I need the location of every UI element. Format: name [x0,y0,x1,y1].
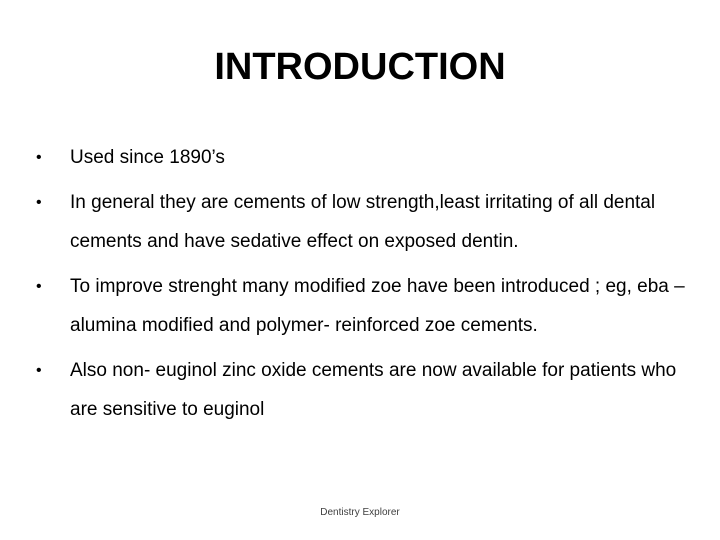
bullet-item [36,267,696,345]
bullet-item [36,138,696,177]
slide-title: INTRODUCTION [214,46,506,88]
bullet-icon: • [36,362,42,379]
bullet-icon: • [36,149,42,166]
bullet-icon: • [36,278,42,295]
bullet-text: In general they are cements of low strength,least irritating of all dental cements and have sedative effect on exposed dentin. [70,192,656,252]
footer-text: Dentistry Explorer [320,507,400,518]
bullet-item [36,183,696,261]
bullet-item [36,351,696,429]
bullet-text: Used since 1890’s [70,147,225,168]
bullet-text: Also non- euginol zinc oxide cements are now available for patients who are sensitive to euginol [70,360,677,420]
bullet-icon: • [36,194,42,211]
bullet-list [36,138,696,435]
bullet-text: To improve strenght many modified zoe have been introduced ; eg, eba –alumina modified and polymer- reinforced zoe cements. [70,276,685,336]
